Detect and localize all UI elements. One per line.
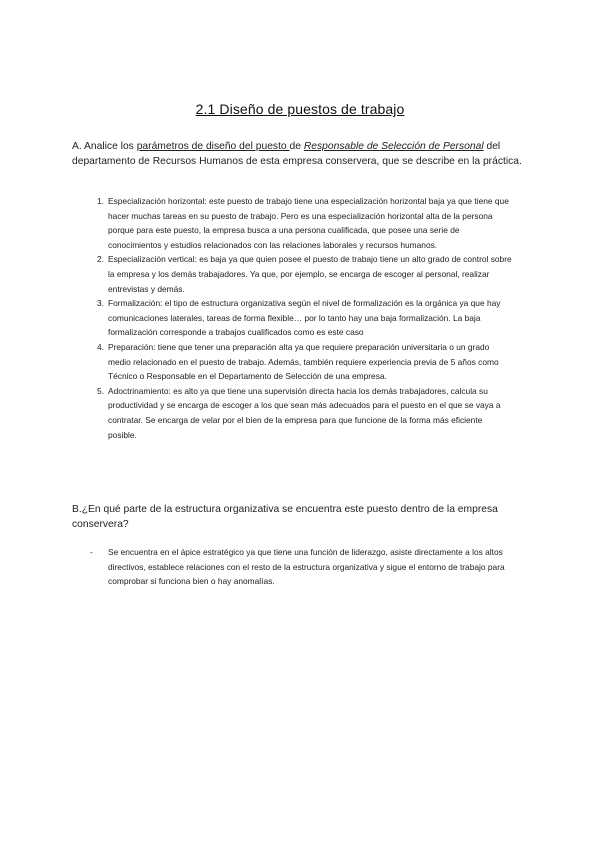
question-a-suffix: del departamento de Recursos Humanos de esta empresa conservera, que se describe en la práctica. — [72, 141, 522, 167]
question-a-prefix: A. Analice los — [72, 141, 137, 152]
question-a-link: parámetros de diseño del puesto — [136, 141, 290, 152]
list-item-number: 5. — [97, 385, 104, 396]
list-item — [97, 194, 513, 252]
answer-b-list — [90, 545, 513, 589]
question-a-middle: de — [289, 141, 304, 152]
list-item — [97, 384, 513, 442]
dash-marker: - — [90, 547, 93, 557]
question-a — [72, 139, 532, 169]
answer-b-text: Se encuentra en el ápice estratégico ya que tiene una función de liderazgo, asiste directamente a los altos directivos, establece relaciones con el resto de la estructura organizativa y sigue el entorno de trabajo para comprobar si funciona bien o hay anomalías. — [108, 547, 505, 587]
list-item — [97, 340, 513, 384]
list-item-text: Especialización horizontal: este puesto de trabajo tiene una especialización horizontal baja ya que tiene que hacer muchas tareas en su puesto de trabajo. Pero es una especialización horizontal alta de la persona porque para este puesto, la empresa busca a una persona cualificada, que posee una serie de conocimientos y estudios relacionados con las relaciones laborales y recursos humanos. — [108, 196, 509, 250]
question-b: B.¿En qué parte de la estructura organizativa se encuentra este puesto dentro de la empresa conservera? — [72, 504, 498, 530]
list-item-number: 2. — [97, 254, 104, 265]
list-item-number: 4. — [97, 341, 104, 352]
list-item-number: 3. — [97, 298, 104, 309]
list-item-text: Especialización vertical: es baja ya que quien posee el puesto de trabajo tiene un alto grado de control sobre la empresa y los demás trabajadores. Ya que, por ejemplo, se encarga de escoger al personal, realizar entrevistas y demás. — [108, 254, 512, 294]
list-item-number: 1. — [97, 196, 104, 206]
answer-b-item — [90, 545, 513, 589]
list-item-text: Preparación: tiene que tener una preparación alta ya que requiere preparación universitaria o un grado medio relacionado en el puesto de trabajo. Además, también requiere experiencia previa de 5 años como Técnico o Responsable en el Departamento de Selección de una empresa. — [108, 341, 499, 382]
parameter-list — [97, 194, 513, 442]
list-item-text: Adoctrinamiento: es alto ya que tiene una supervisión directa hacia los demás trabajadores, calcula su productividad y se encarga de escoger a los que sean más adecuados para el puesto en el que se vaya a contratar. Se encarga de velar por el bien de la empresa para que funcione de la forma más eficiente posible. — [108, 385, 501, 440]
page-title: 2.1 Diseño de puestos de trabajo — [195, 101, 405, 117]
list-item-text: Formalización: el tipo de estructura organizativa según el nivel de formalización es la orgánica ya que hay comunicaciones laterales, tareas de forma flexible… por lo tanto hay una baja formalización. La baja formalización corresponde a trabajos cualificados como es este caso — [108, 298, 501, 338]
list-item — [97, 296, 513, 340]
question-a-role: Responsable de Selección de Personal — [303, 141, 484, 152]
list-item — [97, 252, 513, 296]
